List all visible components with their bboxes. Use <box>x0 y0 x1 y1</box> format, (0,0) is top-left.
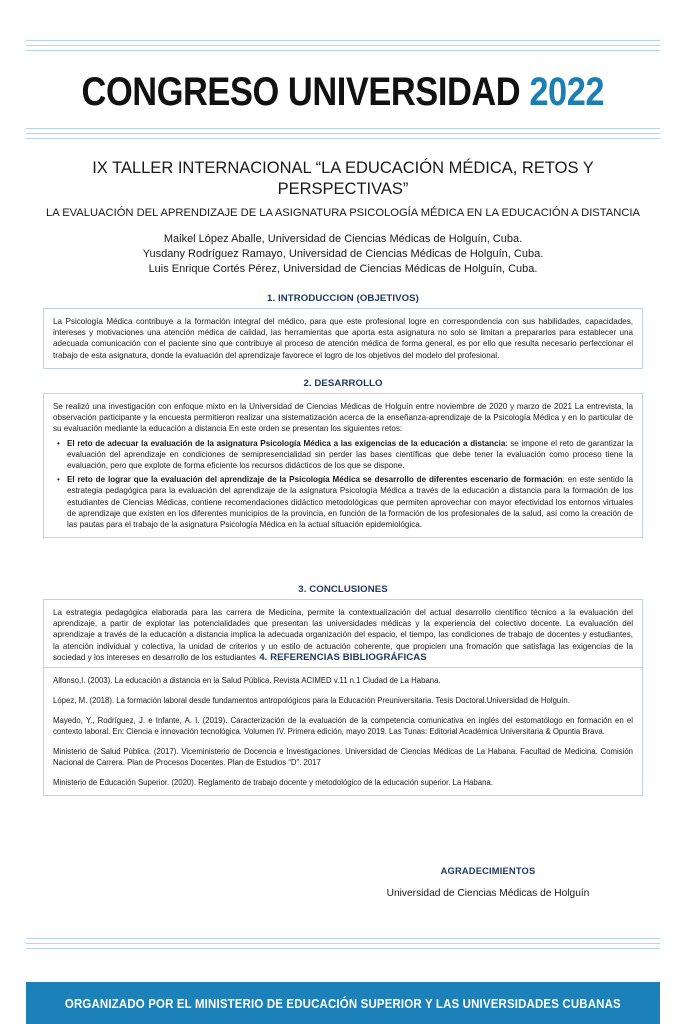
masthead-inner <box>82 70 605 115</box>
rule-line <box>26 943 660 944</box>
author-line: Luis Enrique Cortés Pérez, Universidad de Ciencias Médicas de Holguín, Cuba. <box>148 263 538 276</box>
development-paragraph: Se realizó una investigación con enfoque mixto en la Universidad de Ciencias Médicas de Holguín entre noviembre de 2020 y marzo de 2021 La entrevista, la observación participante y la encuesta permitieron realizar una sistematización acerca de la enseñanza-aprendizaje de la Psicología Médica y en lo particular de su evaluación mediante la educación a distancia En este orden se presentan los siguientes retos: <box>53 402 633 434</box>
rule-line <box>26 138 660 139</box>
decorative-rule-middle <box>26 128 660 142</box>
reference-item: Ministerio de Salud Pública. (2017). Viceministerio de Docencia e Investigaciones. Universidad de Ciencias Médicas de La Habana. Facultad de Medicina. Comisión Nacional de Carrera. Plan de Procesos Docentes. Plan de Estudios “D”. 2017 <box>53 747 633 767</box>
workshop-title: IX TALLER INTERNACIONAL “LA EDUCACIÓN MÉDICA, RETOS Y PERSPECTIVAS” <box>92 159 594 198</box>
rule-line <box>26 938 660 939</box>
challenge-rest: : se impone el reto de garantizar la evaluación del aprendizaje en condiciones de semipresencialidad sin perder las bases científicas que debe tener la evaluación como proceso tiene la evaluación, pero que explote de forma eficiente los recursos didácticos de los que se dispone. <box>67 438 633 471</box>
rule-line <box>26 50 660 51</box>
section-heading-conclusions: 3. CONCLUSIONES <box>298 584 388 595</box>
acknowledgements-body: Universidad de Ciencias Médicas de Holguín <box>386 888 590 899</box>
rule-line <box>26 133 660 134</box>
reference-item: López, M. (2018). La formación laboral desde fundamentos antropológicos para la Educación Preuniversitaria. Tesis Doctoral.Universidad de Holguín. <box>53 696 570 705</box>
masthead-name: CONGRESO UNIVERSIDAD <box>81 70 521 114</box>
authors-list <box>40 232 646 278</box>
development-challenges-list <box>53 438 633 531</box>
reference-item: Mayedo, Y., Rodríguez, J. e Infante, A. I. (2019). Caracterización de la evaluación de la competencia comunicativa en inglés del estomatólogo en formación en el contexto laboral. En: Ciencia e innovación tecnológica. Volumen IV. Primera edición, mayo 2019. Las Tunas: Editorial Académica Universitaria & Opuntia Brava. <box>53 716 633 736</box>
acknowledgements-heading: AGRADECIMIENTOS <box>440 866 536 876</box>
introduction-paragraph: La Psicología Médica contribuye a la formación integral del médico, para que este profesional logre en correspondencia con sus habilidades, capacidades, intereses y motivaciones una atención médica de calidad, las herramientas que aporta esta asignatura no solo se limitan a prepararlos para establecer una adecuada comunicación con el paciente sino que contribuye al proceso de atención médica de forma general, es por ello que resulta necesario perfeccionar el trabajo de esta asignatura, donde la evaluación del aprendizaje favorece el logro de los objetivos del modelo del profesional. <box>53 317 633 360</box>
title-block <box>40 158 646 221</box>
rule-line <box>26 128 660 129</box>
footer-bar <box>26 982 660 1024</box>
author-line: Yusdany Rodríguez Ramayo, Universidad de Ciencias Médicas de Holguín, Cuba. <box>142 248 544 261</box>
decorative-rule-bottom <box>26 938 660 952</box>
masthead-year: 2022 <box>529 70 605 114</box>
challenge-lead: El reto de adecuar la evaluación de la asignatura Psicología Médica a las exigencias de la educación a distancia <box>67 438 506 448</box>
masthead <box>0 70 686 115</box>
author-line: Maikel López Aballe, Universidad de Ciencias Médicas de Holguín, Cuba. <box>163 233 523 245</box>
reference-item: Alfonso,I. (2003). La educación a distancia en la Salud Pública. Revista ACIMED v.11 n.1 Ciudad de La Habana. <box>53 676 441 685</box>
footer-text: ORGANIZADO POR EL MINISTERIO DE EDUCACIÓN SUPERIOR Y LAS UNIVERSIDADES CUBANAS <box>65 995 621 1011</box>
section-heading-development: 2. DESARROLLO <box>303 378 383 389</box>
rule-line <box>26 40 660 41</box>
acknowledgements-block <box>338 866 638 899</box>
challenge-lead: El reto de lograr que la evaluación del aprendizaje de la Psicología Médica se desarrollo de diferentes escenario de formación <box>67 475 563 485</box>
paper-title: LA EVALUACIÓN DEL APRENDIZAJE DE LA ASIGNATURA PSICOLOGÍA MÉDICA EN LA EDUCACIÓN A DISTANCIA <box>46 207 640 219</box>
challenge-rest: : en este sentido la estrategia pedagógica para la evaluación del aprendizaje de la asignatura Psicología Médica a través de la educación a distancia para la formación de los estudiantes de Ciencias Médicas, contiene recomendaciones didáctico metodológicas que permiten aprovechar con mayor efectividad los entornos virtuales de aprendizaje que existen en los diferentes municipios de la provincia, en función de la formación de los profesionales de la salud, así como la creación de las pautas para el trabajo de la asignatura Psicología Médica en la actual situación epidemiológica. <box>67 475 633 530</box>
section-heading-introduction: 1. INTRODUCCION (OBJETIVOS) <box>267 293 419 304</box>
references-box <box>43 667 643 796</box>
reference-item: Ministerio de Educación Superior. (2020). Reglamento de trabajo docente y metodológico de la educación superior. La Habana. <box>53 778 493 787</box>
decorative-rule-top <box>26 40 660 54</box>
conclusions-paragraph: La estrategia pedagógica elaborada para las carrera de Medicina, permite la contextualización del actual desarrollo científico técnico a la evaluación del aprendizaje, a partir de explotar las potencialidades que presentan las universidades médicas y la experiencia del colectivo docente. La evaluación del aprendizaje a través de la educación a distancia implica la adecuada organización del espacio, el tiempo, las condiciones de trabajo de docentes y estudiantes, la atención individual y colectiva, la unidad de criterios y un estilo de actuación coherente, que propicien una fromación que satisfaga las exigencias de la sociedad y los intereses en desarrollo de los estudiantes <box>53 608 633 662</box>
introduction-box <box>43 308 643 369</box>
list-item <box>67 474 633 530</box>
development-box <box>43 393 643 538</box>
rule-line <box>26 45 660 46</box>
section-heading-references: 4. REFERENCIAS BIBLIOGRÁFICAS <box>259 652 427 663</box>
list-item <box>67 438 633 472</box>
rule-line <box>26 948 660 949</box>
